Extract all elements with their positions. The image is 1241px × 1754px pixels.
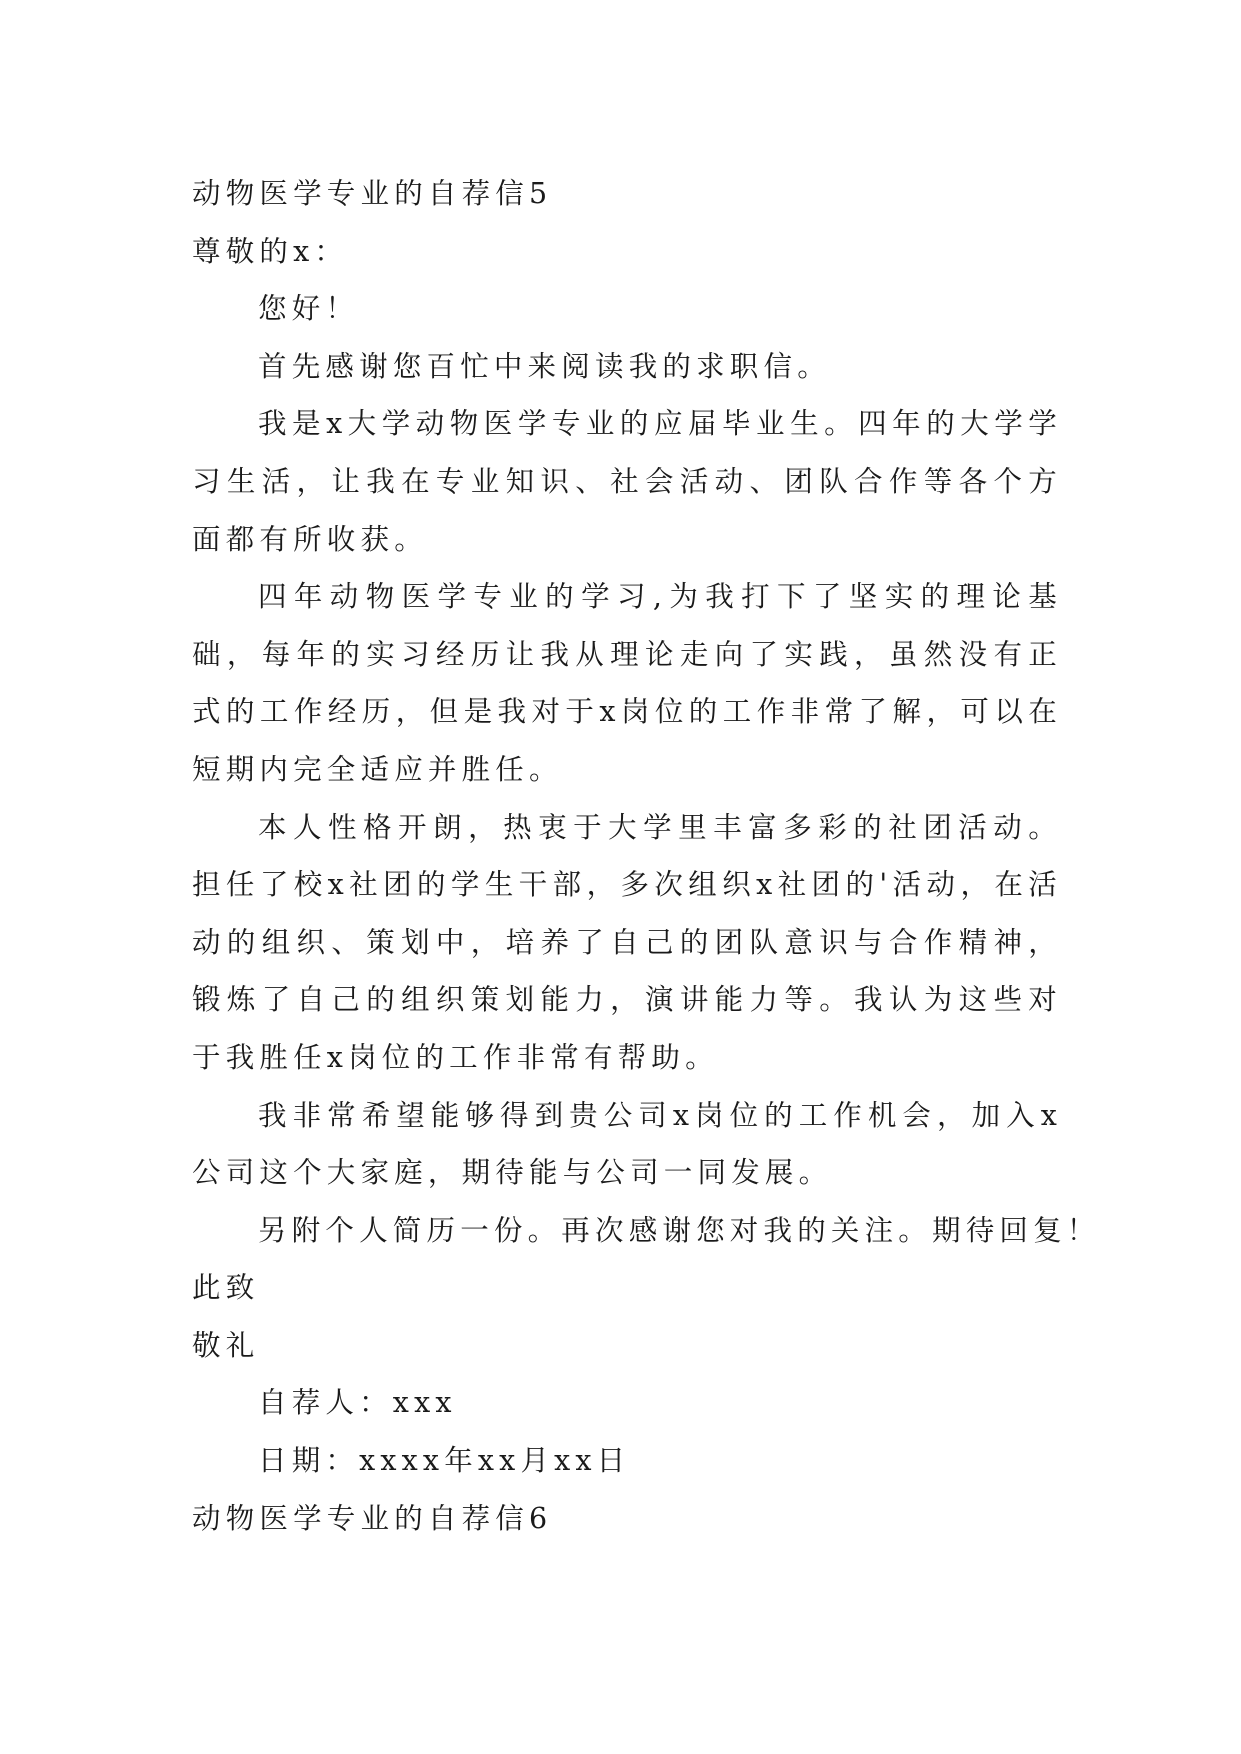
paragraph-hope: 我非常希望能够得到贵公司x岗位的工作机会，加入x公司这个大家庭，期待能与公司一同发展。 <box>192 1098 1062 1190</box>
closing-line-2: 敬礼 <box>192 1328 260 1362</box>
letter-heading-6: 动物医学专业的自荐信6 <box>192 1501 553 1535</box>
date-line: 日期：xxxx年xx月xx日 <box>258 1444 631 1478</box>
paragraph-personality: 本人性格开朗，热衷于大学里丰富多彩的社团活动。担任了校x社团的学生干部，多次组织x社团的'活动，在活动的组织、策划中，培养了自己的团队意识与合作精神，锻炼了自己的组织策划能力，演讲能力等。我认为这些对于我胜任x岗位的工作非常有帮助。 <box>192 810 1062 1074</box>
letter-heading-5: 动物医学专业的自荐信5 <box>192 177 553 210</box>
closing-line-1: 此致 <box>192 1271 260 1305</box>
salutation: 尊敬的x： <box>192 234 349 268</box>
paragraph-intro: 我是x大学动物医学专业的应届毕业生。四年的大学学习生活，让我在专业知识、社会活动、团队合作等各个方面都有所收获。 <box>192 407 1062 556</box>
opening-line: 首先感谢您百忙中来阅读我的求职信。 <box>258 349 831 383</box>
letter-body <box>192 165 1101 1547</box>
signer: 自荐人：xxx <box>258 1386 457 1420</box>
greeting: 您好！ <box>258 292 360 326</box>
paragraph-study: 四年动物医学专业的学习,为我打下了坚实的理论基础，每年的实习经历让我从理论走向了实践，虽然没有正式的工作经历，但是我对于x岗位的工作非常了解，可以在短期内完全适应并胜任。 <box>192 580 1062 786</box>
paragraph-attachment: 另附个人简历一份。再次感谢您对我的关注。期待回复！ <box>258 1213 1101 1247</box>
